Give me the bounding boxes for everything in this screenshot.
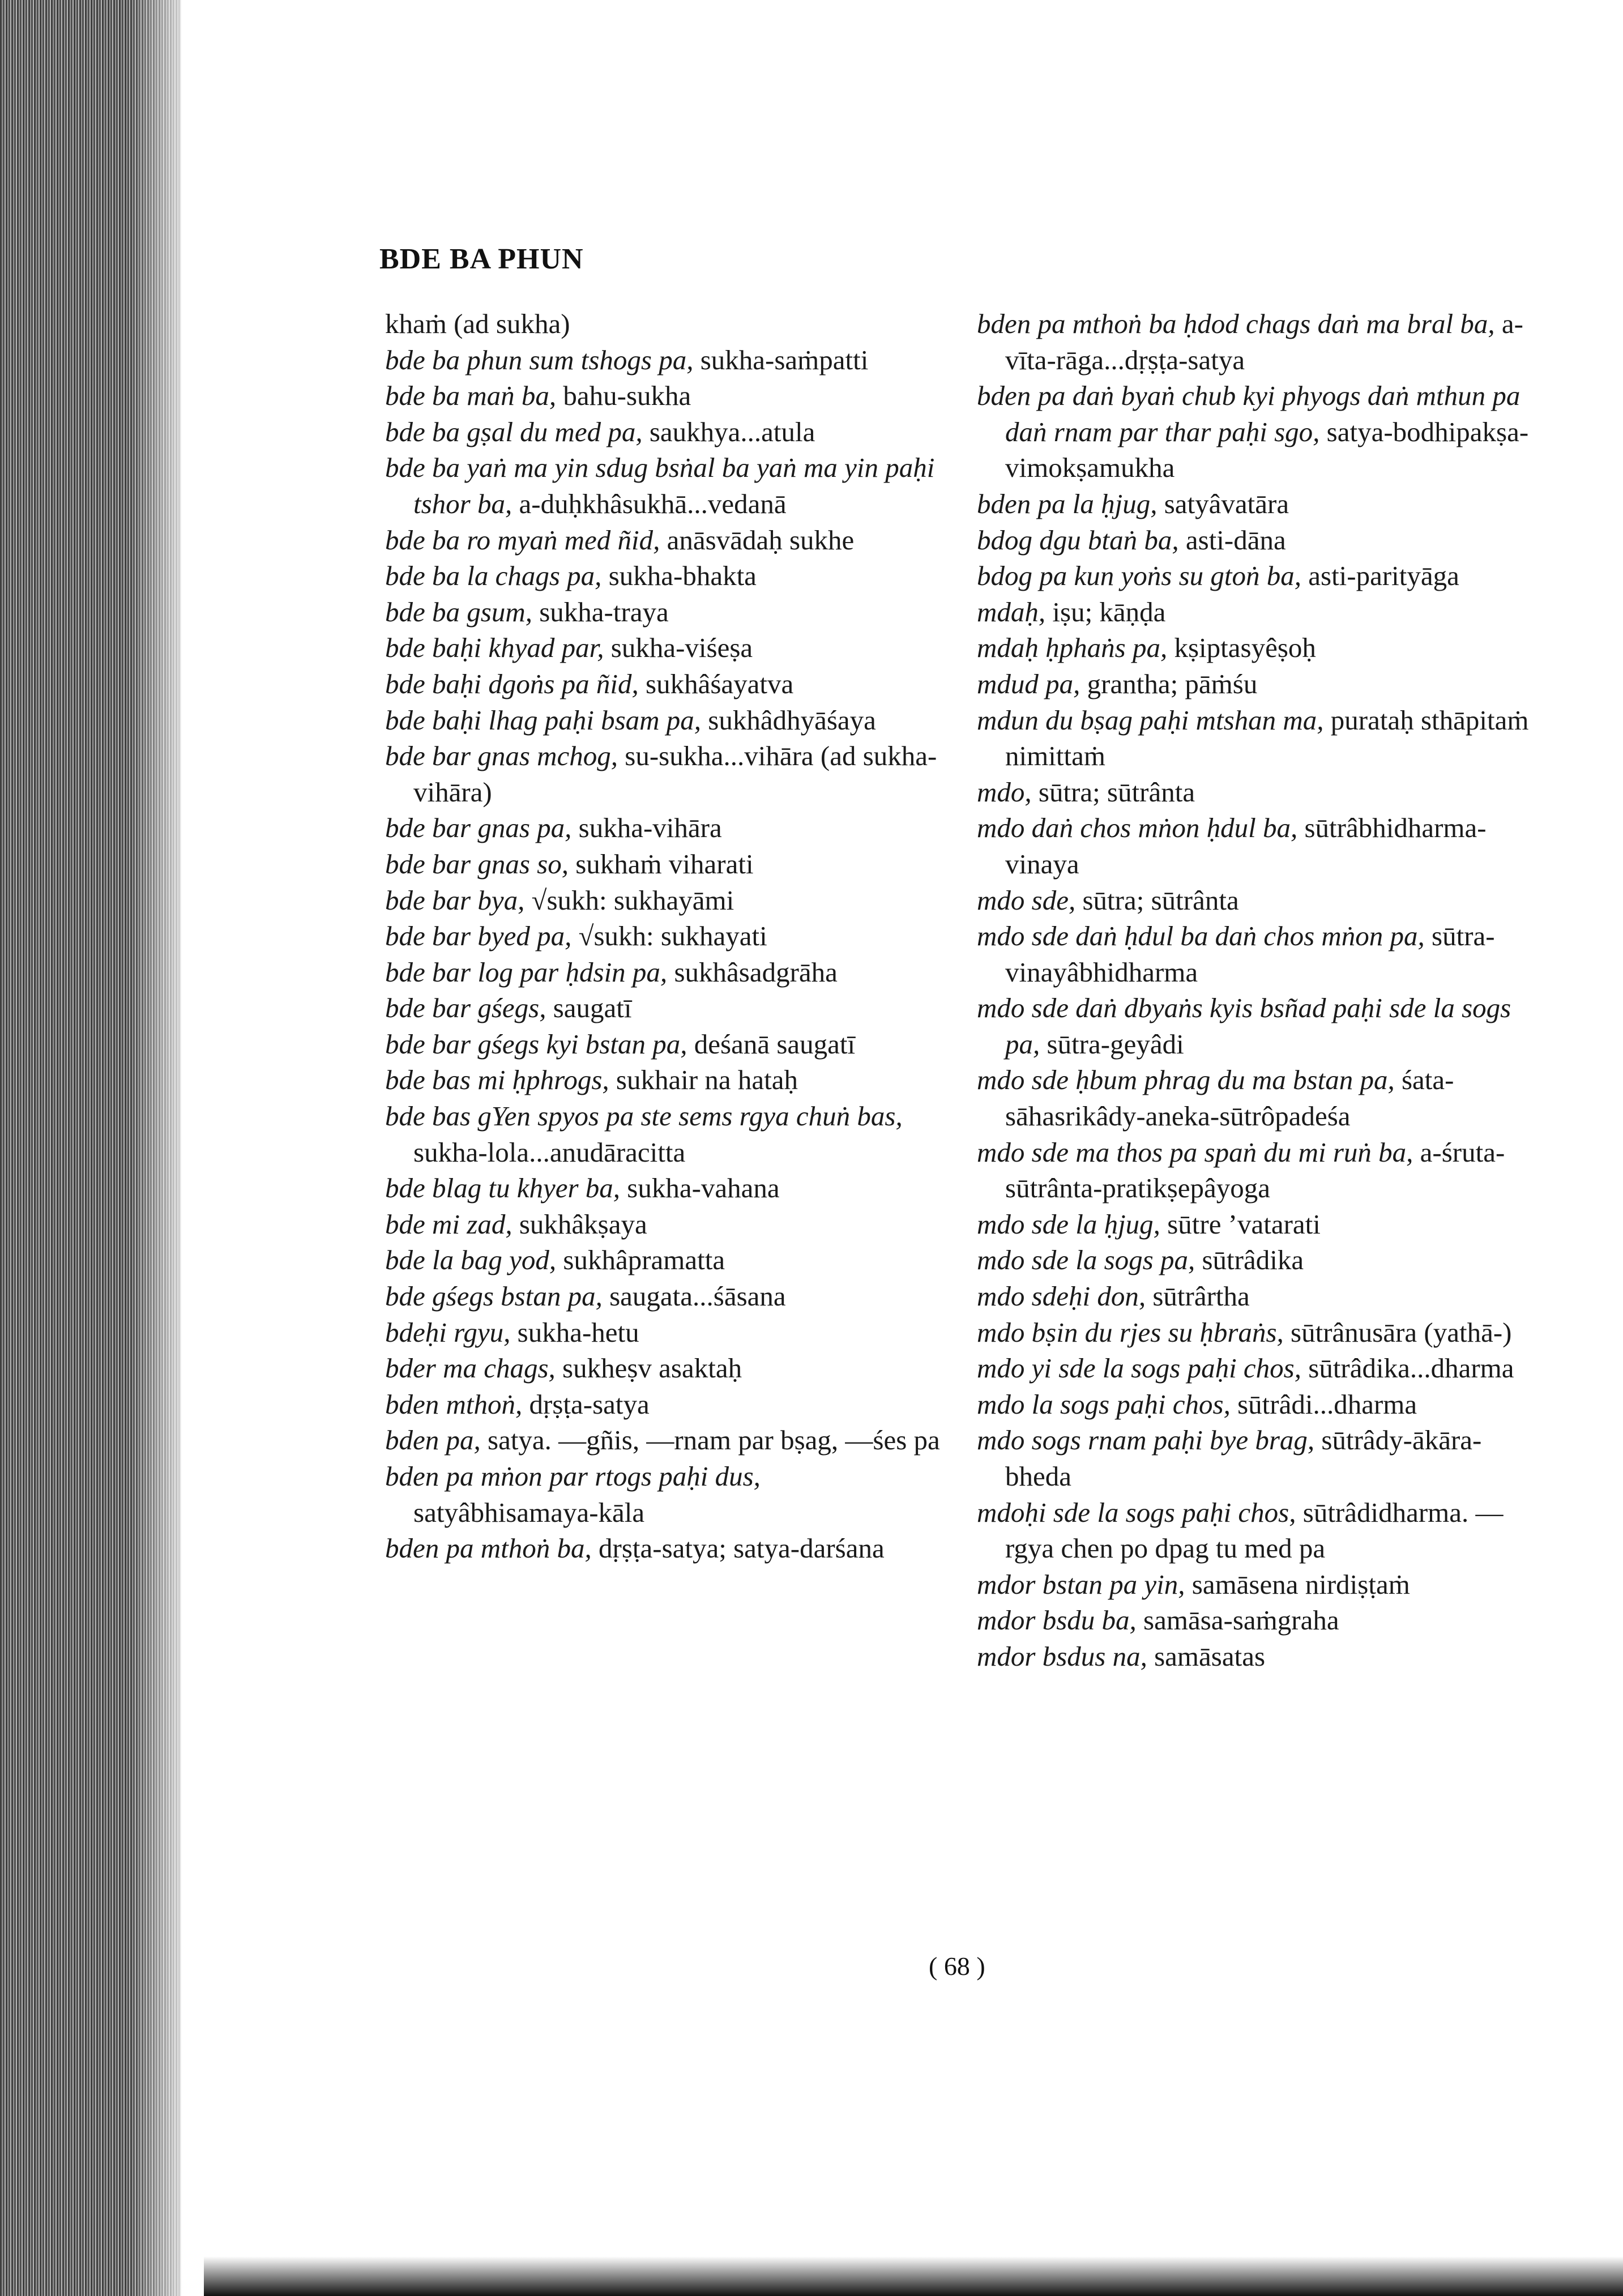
tibetan-headword: bde bas gYen spyos pa ste sems rgya chuṅ bas,: [385, 1100, 903, 1132]
sanskrit-equivalent: sūtrârtha: [1152, 1281, 1250, 1312]
sanskrit-equivalent: sukhâsadgrāha: [674, 956, 838, 988]
dictionary-entry: [977, 1315, 1543, 1351]
tibetan-headword: bde gśegs bstan pa,: [385, 1281, 603, 1312]
sanskrit-equivalent: grantha; pāṁśu: [1087, 668, 1258, 699]
sanskrit-equivalent: sūtrâdi...dharma: [1237, 1388, 1417, 1420]
tibetan-headword: bde bar gśegs,: [385, 992, 546, 1024]
sanskrit-equivalent: sukha-viśeṣa: [610, 632, 753, 664]
dictionary-entry: [977, 810, 1543, 882]
dictionary-entry: [385, 450, 951, 522]
tibetan-headword: bden pa daṅ byaṅ chub kyi phyogs daṅ mthun pa daṅ rnam par thar paḥi sgo,: [977, 380, 1521, 447]
sanskrit-equivalent: sukha-lola...anudāracitta: [413, 1136, 686, 1168]
sanskrit-equivalent: √sukh: sukhayāmi: [531, 884, 734, 916]
tibetan-headword: bdog dgu btaṅ ba,: [977, 524, 1179, 556]
dictionary-entry: [385, 1315, 951, 1351]
sanskrit-equivalent: sukha-hetu: [517, 1316, 639, 1348]
sanskrit-equivalent: sūtre ’vatarati: [1167, 1208, 1321, 1240]
left-column: [385, 306, 951, 1567]
dictionary-entry: [977, 774, 1543, 810]
tibetan-headword: bde baḥi khyad par,: [385, 632, 604, 664]
dictionary-entry: [977, 918, 1543, 990]
sanskrit-equivalent: sūtra; sūtrânta: [1082, 884, 1239, 916]
dictionary-entry: [977, 702, 1543, 774]
sanskrit-equivalent: sukhaṁ viharati: [575, 848, 754, 880]
sanskrit-equivalent: sukhâśayatva: [646, 668, 794, 699]
dictionary-entry: [977, 1134, 1543, 1206]
dictionary-entry: [385, 1242, 951, 1278]
sanskrit-equivalent: sukhair na hataḥ: [616, 1064, 798, 1096]
tibetan-headword: mdo bṣin du rjes su ḥbraṅs,: [977, 1316, 1284, 1348]
tibetan-headword: bde bar gnas so,: [385, 848, 569, 880]
dictionary-entry: [977, 594, 1543, 630]
tibetan-headword: mdo sde daṅ dbyaṅs kyis bsñad paḥi sde la sogs pa,: [977, 992, 1511, 1060]
tibetan-headword: mdo sde la ḥjug,: [977, 1208, 1160, 1240]
tibetan-headword: bden pa mthoṅ ba ḥdod chags daṅ ma bral ba,: [977, 308, 1495, 339]
tibetan-headword: bde ba yaṅ ma yin sdug bsṅal ba yaṅ ma yin paḥi tshor ba,: [385, 452, 935, 519]
dictionary-entry: [977, 1242, 1543, 1278]
dictionary-entry: [385, 1530, 951, 1567]
dictionary-entry: [385, 522, 951, 558]
sanskrit-equivalent: sukha-bhakta: [608, 560, 757, 592]
tibetan-headword: bde blag tu khyer ba,: [385, 1172, 621, 1204]
dictionary-entry: [977, 558, 1543, 594]
sanskrit-equivalent: sukhâdhyāśaya: [708, 704, 876, 736]
sanskrit-equivalent: iṣu; kāṇḍa: [1052, 596, 1166, 628]
sanskrit-equivalent: su-sukha...vihāra (ad sukha-vihāra): [413, 740, 937, 808]
dictionary-entry: [977, 1602, 1543, 1638]
sanskrit-equivalent: a-duḥkhâsukhā...vedanā: [519, 488, 787, 519]
sanskrit-equivalent: sūtra; sūtrânta: [1038, 776, 1195, 808]
sanskrit-equivalent: sukha-traya: [539, 596, 669, 628]
dictionary-entry: [977, 630, 1543, 666]
dictionary-entry: [977, 990, 1543, 1062]
sanskrit-equivalent: saugatī: [553, 992, 632, 1024]
tibetan-headword: bden pa,: [385, 1424, 481, 1456]
tibetan-headword: bde ba phun sum tshogs pa,: [385, 344, 694, 375]
dictionary-entry: [977, 882, 1543, 919]
dictionary-entry: [977, 522, 1543, 558]
dictionary-entry: [385, 882, 951, 919]
dictionary-entry: [385, 1206, 951, 1243]
dictionary-entry: [385, 810, 951, 846]
dictionary-entry: [385, 846, 951, 882]
tibetan-headword: bder ma chags,: [385, 1352, 556, 1384]
tibetan-headword: bde mi zad,: [385, 1208, 512, 1240]
dictionary-entry: [385, 1170, 951, 1206]
tibetan-headword: mdo sde ḥbum phrag du ma bstan pa,: [977, 1064, 1395, 1096]
dictionary-entry: [385, 1026, 951, 1062]
scan-bottom-shadow: [204, 2256, 1623, 2296]
running-head: BDE BA PHUN: [379, 243, 584, 275]
dictionary-entry: [385, 702, 951, 739]
tibetan-headword: mdor bsdu ba,: [977, 1604, 1137, 1636]
tibetan-headword: mdor bsdus na,: [977, 1640, 1147, 1672]
sanskrit-equivalent: samāsatas: [1154, 1640, 1266, 1672]
sanskrit-equivalent: sūtra-geyâdi: [1047, 1028, 1184, 1060]
tibetan-headword: bden mthoṅ,: [385, 1388, 523, 1420]
sanskrit-equivalent: satya-bodhipakṣa-vimokṣamukha: [1005, 416, 1529, 484]
sanskrit-equivalent: sukheṣv asaktaḥ: [562, 1352, 742, 1384]
sanskrit-equivalent: sukha-vahana: [627, 1172, 780, 1204]
sanskrit-equivalent: asti-dāna: [1185, 524, 1286, 556]
tibetan-headword: mdo la sogs paḥi chos,: [977, 1388, 1231, 1420]
sanskrit-equivalent: √sukh: sukhayati: [578, 920, 767, 952]
sanskrit-equivalent: sūtrâdika: [1202, 1244, 1304, 1276]
dictionary-entry: [977, 1422, 1543, 1494]
sanskrit-equivalent: bahu-sukha: [563, 380, 691, 412]
tibetan-headword: bde bas mi ḥphrogs,: [385, 1064, 609, 1096]
tibetan-headword: bdog pa kun yoṅs su gtoṅ ba,: [977, 560, 1301, 592]
sanskrit-equivalent: dṛṣṭa-satya: [529, 1388, 650, 1420]
dictionary-entry: [385, 378, 951, 414]
sanskrit-equivalent: samāsena nirdiṣṭaṁ: [1191, 1568, 1410, 1600]
dictionary-entry: [977, 1206, 1543, 1243]
dictionary-entry: [977, 1278, 1543, 1315]
dictionary-entry: [977, 486, 1543, 522]
tibetan-headword: bde bar gśegs kyi bstan pa,: [385, 1028, 687, 1060]
tibetan-headword: bde bar bya,: [385, 884, 525, 916]
tibetan-headword: bde ba la chags pa,: [385, 560, 602, 592]
dictionary-entry: [385, 630, 951, 666]
sanskrit-equivalent: anāsvādaḥ sukhe: [667, 524, 855, 556]
tibetan-headword: bde bar gnas pa,: [385, 812, 572, 844]
dictionary-entry: [385, 990, 951, 1026]
tibetan-headword: mdaḥ,: [977, 596, 1046, 628]
sanskrit-equivalent: sūtra-vinayâbhidharma: [1005, 920, 1495, 988]
tibetan-headword: bden pa mthoṅ ba,: [385, 1533, 592, 1564]
sanskrit-equivalent: satyâbhisamaya-kāla: [413, 1496, 645, 1528]
dictionary-entry: [977, 1386, 1543, 1423]
sanskrit-equivalent: saukhya...atula: [649, 416, 815, 447]
dictionary-entry: [385, 594, 951, 630]
dictionary-entry: [385, 1422, 951, 1458]
sanskrit-equivalent: sukha-saṁpatti: [700, 344, 869, 375]
dictionary-entry: [977, 1638, 1543, 1675]
dictionary-entry: [385, 306, 951, 342]
sanskrit-equivalent: satya. —gñis, —rnam par bṣag, —śes pa: [488, 1424, 940, 1456]
sanskrit-equivalent: dṛṣṭa-satya; satya-darśana: [599, 1533, 885, 1564]
tibetan-headword: mdo sde ma thos pa spaṅ du mi ruṅ ba,: [977, 1136, 1413, 1168]
dictionary-entry: [385, 738, 951, 810]
sanskrit-equivalent: śata-sāhasrikâdy-aneka-sūtrôpadeśa: [1005, 1064, 1454, 1132]
dictionary-entry: [977, 378, 1543, 486]
tibetan-headword: mdo yi sde la sogs paḥi chos,: [977, 1352, 1301, 1384]
dictionary-entry: [385, 1386, 951, 1423]
tibetan-headword: bde ba maṅ ba,: [385, 380, 557, 412]
tibetan-headword: mdo daṅ chos mṅon ḥdul ba,: [977, 812, 1298, 844]
tibetan-headword: bde ba gṣal du med pa,: [385, 416, 643, 447]
dictionary-entry: [977, 1350, 1543, 1386]
tibetan-headword: mdaḥ ḥphaṅs pa,: [977, 632, 1168, 664]
sanskrit-equivalent: sukhâkṣaya: [519, 1208, 647, 1240]
dictionary-entry: [385, 1458, 951, 1530]
tibetan-headword: bdeḥi rgyu,: [385, 1316, 511, 1348]
sanskrit-equivalent: deśanā saugatī: [694, 1028, 856, 1060]
sanskrit-equivalent: sūtrâdy-ākāra-bheda: [1005, 1424, 1482, 1492]
sanskrit-equivalent: purataḥ sthāpitaṁ nimittaṁ: [1005, 704, 1529, 772]
tibetan-headword: mdo sogs rnam paḥi bye brag,: [977, 1424, 1315, 1456]
page-number: ( 68 ): [929, 1952, 985, 1981]
tibetan-headword: bden pa mṅon par rtogs paḥi dus,: [385, 1461, 761, 1492]
dictionary-entry: [385, 1350, 951, 1386]
book-edge-fade: [130, 0, 198, 2296]
tibetan-headword: mdo,: [977, 776, 1032, 808]
tibetan-headword: bde bar byed pa,: [385, 920, 572, 952]
sanskrit-equivalent: asti-parityāga: [1308, 560, 1459, 592]
dictionary-entry: [385, 1062, 951, 1098]
dictionary-entry: [385, 666, 951, 702]
tibetan-headword: bde ba ro myaṅ med ñid,: [385, 524, 660, 556]
tibetan-headword: bde bar log par ḥdsin pa,: [385, 956, 668, 988]
sanskrit-equivalent: satyâvatāra: [1164, 488, 1289, 519]
dictionary-entry: [977, 1495, 1543, 1567]
sanskrit-equivalent: sūtrâdidharma. —rgya chen po dpag tu med pa: [1005, 1496, 1504, 1564]
dictionary-entry: [385, 1278, 951, 1315]
dictionary-entry: [977, 306, 1543, 378]
dictionary-entry: [385, 558, 951, 594]
tibetan-headword: mdud pa,: [977, 668, 1080, 699]
dictionary-entry: [385, 342, 951, 378]
dictionary-entry: [385, 1098, 951, 1170]
sanskrit-equivalent: sukhâpramatta: [563, 1244, 725, 1276]
tibetan-headword: bde la bag yod,: [385, 1244, 557, 1276]
tibetan-headword: mdo sde la sogs pa,: [977, 1244, 1195, 1276]
tibetan-headword: mdor bstan pa yin,: [977, 1568, 1185, 1600]
tibetan-headword: bde baḥi dgoṅs pa ñid,: [385, 668, 639, 699]
tibetan-headword: bde baḥi lhag paḥi bsam pa,: [385, 704, 702, 736]
tibetan-headword: bden pa la ḥjug,: [977, 488, 1158, 519]
sanskrit-equivalent: khaṁ (ad sukha): [385, 308, 570, 339]
dictionary-entry: [977, 1062, 1543, 1134]
tibetan-headword: bde bar gnas mchog,: [385, 740, 618, 772]
tibetan-headword: mdo sdeḥi don,: [977, 1281, 1146, 1312]
tibetan-headword: mdoḥi sde la sogs paḥi chos,: [977, 1496, 1296, 1528]
dictionary-entry: [977, 1567, 1543, 1603]
right-column: [977, 306, 1543, 1675]
dictionary-entry: [385, 918, 951, 954]
tibetan-headword: mdo sde daṅ ḥdul ba daṅ chos mṅon pa,: [977, 920, 1425, 952]
sanskrit-equivalent: samāsa-saṁgraha: [1143, 1604, 1339, 1636]
dictionary-entry: [977, 666, 1543, 702]
sanskrit-equivalent: a-vīta-rāga...dṛṣṭa-satya: [1005, 308, 1523, 375]
dictionary-entry: [385, 954, 951, 991]
sanskrit-equivalent: a-śruta-sūtrânta-pratikṣepâyoga: [1005, 1136, 1505, 1204]
sanskrit-equivalent: kṣiptasyêṣoḥ: [1174, 632, 1316, 664]
sanskrit-equivalent: sūtrâdika...dharma: [1308, 1352, 1514, 1384]
sanskrit-equivalent: sukha-vihāra: [578, 812, 722, 844]
tibetan-headword: bde ba gsum,: [385, 596, 532, 628]
dictionary-entry: [385, 414, 951, 450]
tibetan-headword: mdo sde,: [977, 884, 1076, 916]
sanskrit-equivalent: sūtrâbhidharma-vinaya: [1005, 812, 1487, 880]
tibetan-headword: mdun du bṣag paḥi mtshan ma,: [977, 704, 1324, 736]
sanskrit-equivalent: saugata...śāsana: [609, 1281, 786, 1312]
sanskrit-equivalent: sūtrânusāra (yathā-): [1291, 1316, 1512, 1348]
